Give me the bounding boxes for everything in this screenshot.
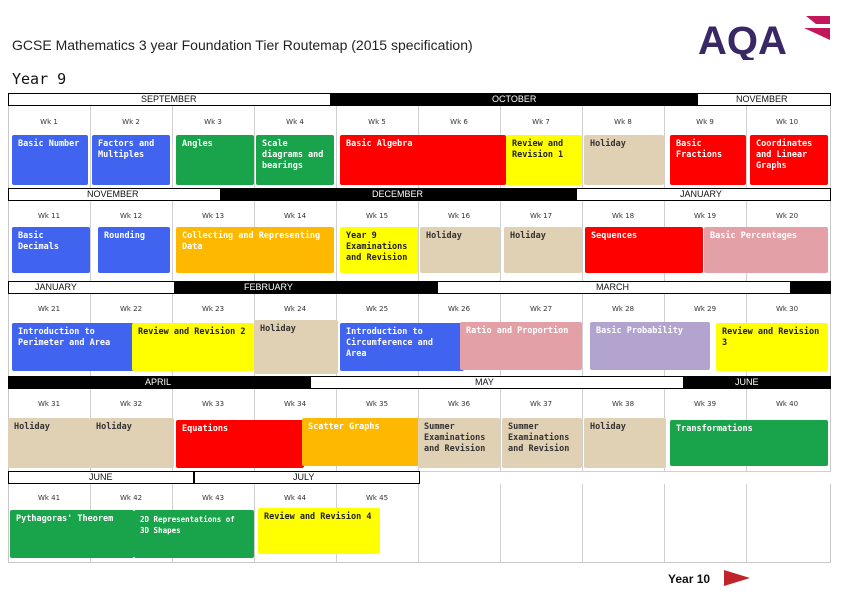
week-label: Wk 28 xyxy=(611,305,635,313)
week-label: Wk 43 xyxy=(201,494,225,502)
week-label: Wk 13 xyxy=(201,212,225,220)
week-label: Wk 10 xyxy=(775,118,799,126)
topic-holiday[interactable]: Holiday xyxy=(254,320,338,374)
week-label: Wk 38 xyxy=(611,400,635,408)
week-label: Wk 9 xyxy=(696,118,714,126)
topic-equations[interactable]: Equations xyxy=(176,420,304,468)
week-label: Wk 31 xyxy=(37,400,61,408)
month-bar-november: NOVEMBER xyxy=(697,93,831,106)
week-label: Wk 32 xyxy=(119,400,143,408)
week-label: Wk 40 xyxy=(775,400,799,408)
topic-collecting-data[interactable]: Collecting and Representing Data xyxy=(176,227,334,273)
week-label: Wk 36 xyxy=(447,400,471,408)
month-bar-april: APRIL xyxy=(8,376,310,389)
month-bar-may: MAY xyxy=(310,376,684,389)
month-bar-september: SEPTEMBER xyxy=(8,93,331,106)
week-label: Wk 35 xyxy=(365,400,389,408)
month-bar-november: NOVEMBER xyxy=(8,188,221,201)
week-label: Wk 34 xyxy=(283,400,307,408)
topic-basic-algebra[interactable]: Basic Algebra xyxy=(340,135,506,185)
month-bar-january: JANUARY xyxy=(576,188,831,201)
month-bar-october: OCTOBER xyxy=(331,93,697,106)
topic-scatter-graphs[interactable]: Scatter Graphs xyxy=(302,418,420,466)
topic-holiday[interactable]: Holiday xyxy=(8,418,90,468)
week-label: Wk 4 xyxy=(286,118,304,126)
month-bar-february: FEBRUARY xyxy=(175,281,437,294)
topic-review-4[interactable]: Review and Revision 4 xyxy=(258,508,380,554)
svg-text:AQA: AQA xyxy=(698,19,787,60)
week-label: Wk 6 xyxy=(450,118,468,126)
month-bar-blank xyxy=(420,471,831,484)
week-label: Wk 26 xyxy=(447,305,471,313)
page-title: GCSE Mathematics 3 year Foundation Tier Routemap (2015 specification) xyxy=(12,37,473,53)
topic-holiday[interactable]: Holiday xyxy=(584,418,666,468)
week-label: Wk 23 xyxy=(201,305,225,313)
week-label: Wk 14 xyxy=(283,212,307,220)
topic-transformations[interactable]: Transformations xyxy=(670,420,828,466)
week-label: Wk 11 xyxy=(37,212,61,220)
week-label: Wk 2 xyxy=(122,118,140,126)
week-label: Wk 22 xyxy=(119,305,143,313)
week-label: Wk 20 xyxy=(775,212,799,220)
topic-factors-multiples[interactable]: Factors and Multiples xyxy=(92,135,170,185)
topic-circumference-area[interactable]: Introduction to Circumference and Area xyxy=(340,323,464,371)
week-label: Wk 5 xyxy=(368,118,386,126)
topic-basic-percentages[interactable]: Basic Percentages xyxy=(704,227,828,273)
topic-review-1[interactable]: Review and Revision 1 xyxy=(506,135,582,185)
aqa-logo xyxy=(698,14,834,60)
week-label: Wk 18 xyxy=(611,212,635,220)
week-label: Wk 17 xyxy=(529,212,553,220)
topic-pythagoras[interactable]: Pythagoras' Theorem xyxy=(10,510,134,558)
month-bar-june: JUNE xyxy=(684,376,831,389)
week-label: Wk 30 xyxy=(775,305,799,313)
week-label: Wk 19 xyxy=(693,212,717,220)
week-label: Wk 16 xyxy=(447,212,471,220)
topic-basic-decimals[interactable]: Basic Decimals xyxy=(12,227,90,273)
topic-rounding[interactable]: Rounding xyxy=(98,227,170,273)
topic-holiday[interactable]: Holiday xyxy=(420,227,500,273)
week-label: Wk 1 xyxy=(40,118,58,126)
topic-angles[interactable]: Angles xyxy=(176,135,254,185)
topic-review-3[interactable]: Review and Revision 3 xyxy=(716,323,828,371)
next-arrow-icon[interactable] xyxy=(724,570,750,590)
week-label: Wk 7 xyxy=(532,118,550,126)
month-bar-july: JULY xyxy=(194,471,420,484)
topic-scale-diagrams[interactable]: Scale diagrams and bearings xyxy=(256,135,334,185)
week-label: Wk 29 xyxy=(693,305,717,313)
week-label: Wk 39 xyxy=(693,400,717,408)
week-label: Wk 8 xyxy=(614,118,632,126)
topic-summer-exams[interactable]: Summer Examinations and Revision xyxy=(502,418,582,468)
week-label: Wk 15 xyxy=(365,212,389,220)
week-label: Wk 33 xyxy=(201,400,225,408)
topic-holiday[interactable]: Holiday xyxy=(90,418,174,468)
month-bar-january: JANUARY xyxy=(8,281,175,294)
week-label: Wk 24 xyxy=(283,305,307,313)
topic-year9-exams[interactable]: Year 9 Examinations and Revision xyxy=(340,227,418,273)
month-bar-june: JUNE xyxy=(8,471,194,484)
week-label: Wk 41 xyxy=(37,494,61,502)
week-label: Wk 3 xyxy=(204,118,222,126)
topic-3d-representations[interactable]: 2D Representations of 3D Shapes xyxy=(134,510,254,558)
topic-holiday[interactable]: Holiday xyxy=(504,227,582,273)
grid-line xyxy=(582,93,583,563)
week-label: Wk 42 xyxy=(119,494,143,502)
topic-summer-exams[interactable]: Summer Examinations and Revision xyxy=(418,418,500,468)
month-bar-december: DECEMBER xyxy=(221,188,576,201)
topic-ratio-proportion[interactable]: Ratio and Proportion xyxy=(460,322,582,370)
week-label: Wk 45 xyxy=(365,494,389,502)
month-bar-march-end xyxy=(791,281,831,294)
week-label: Wk 44 xyxy=(283,494,307,502)
topic-sequences[interactable]: Sequences xyxy=(585,227,703,273)
topic-coordinates-linear-graphs[interactable]: Coordinates and Linear Graphs xyxy=(750,135,828,185)
topic-basic-probability[interactable]: Basic Probability xyxy=(590,322,710,370)
week-label: Wk 21 xyxy=(37,305,61,313)
topic-basic-fractions[interactable]: Basic Fractions xyxy=(670,135,746,185)
week-label: Wk 27 xyxy=(529,305,553,313)
topic-basic-number[interactable]: Basic Number xyxy=(12,135,88,185)
month-bar-march: MARCH xyxy=(437,281,791,294)
week-label: Wk 25 xyxy=(365,305,389,313)
topic-review-2[interactable]: Review and Revision 2 xyxy=(132,323,254,371)
week-label: Wk 37 xyxy=(529,400,553,408)
next-year-label: Year 10 xyxy=(668,572,711,586)
topic-perimeter-area[interactable]: Introduction to Perimeter and Area xyxy=(12,323,136,371)
topic-holiday[interactable]: Holiday xyxy=(584,135,664,185)
year-heading: Year 9 xyxy=(12,70,67,88)
week-label: Wk 12 xyxy=(119,212,143,220)
